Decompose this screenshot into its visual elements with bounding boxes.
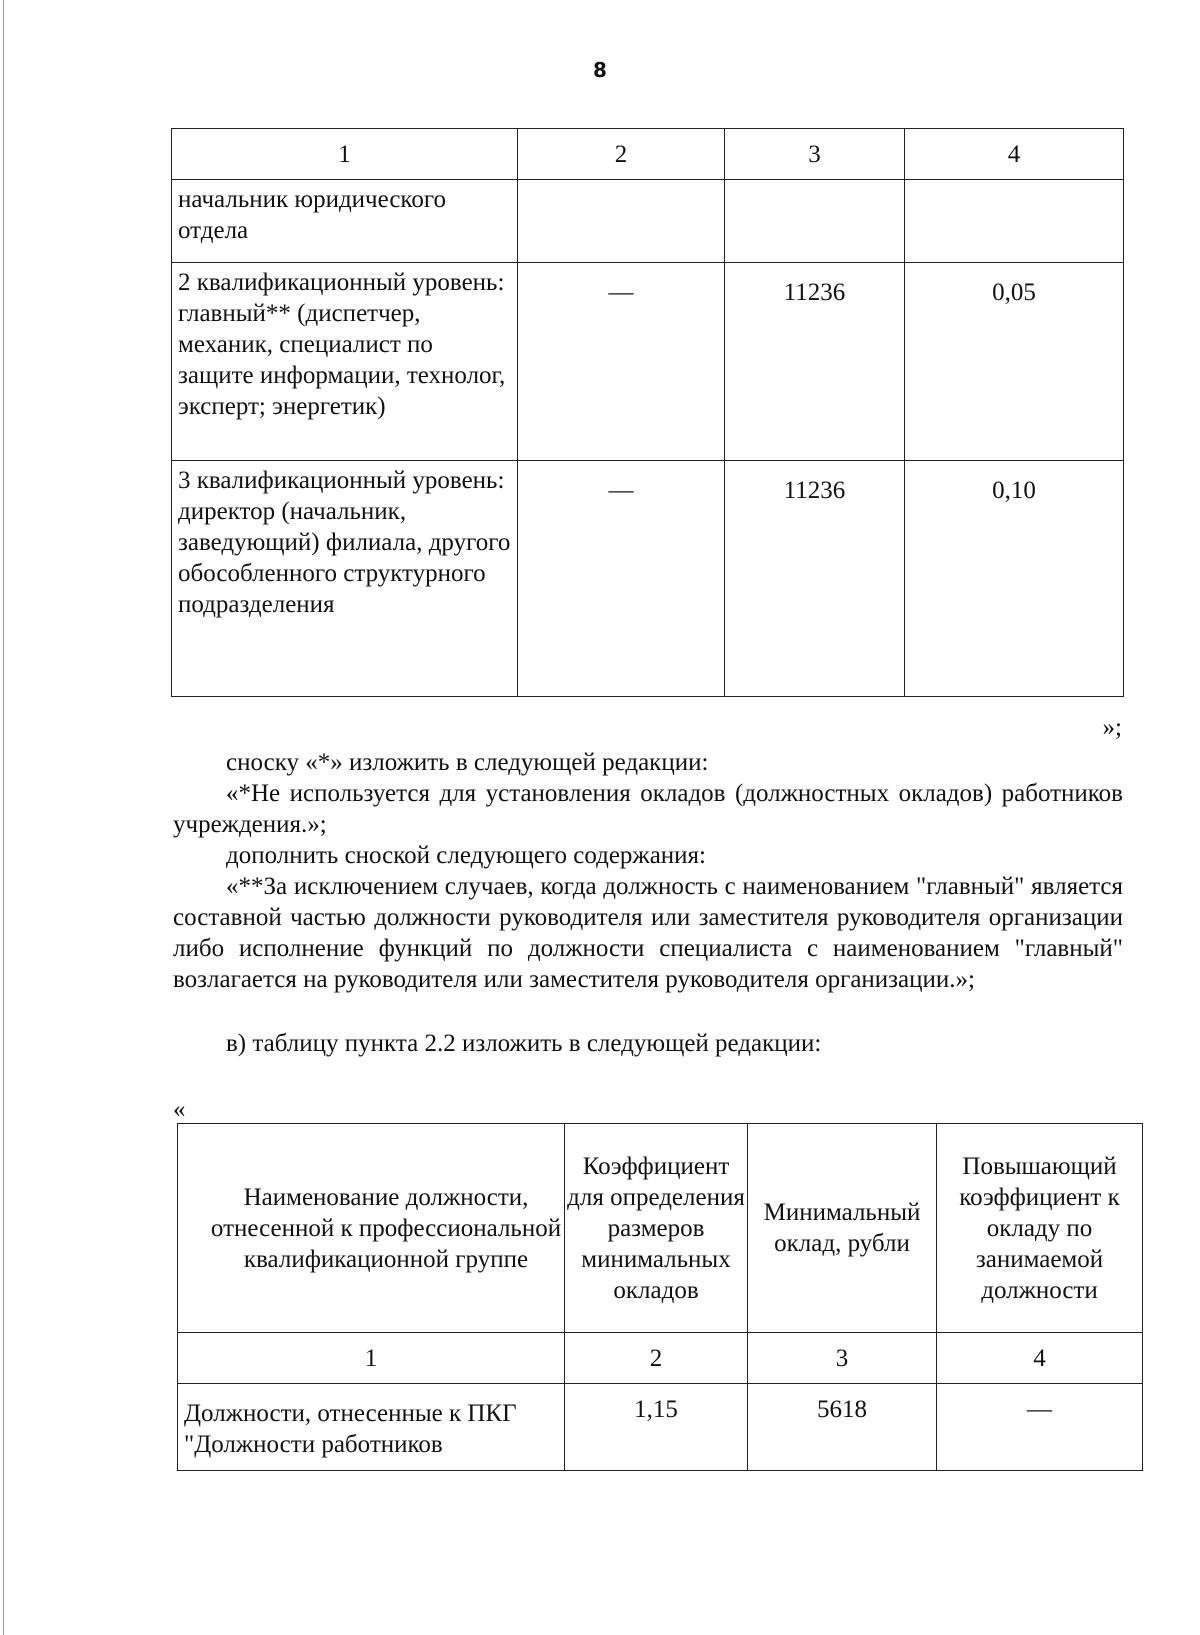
- table-number-row: [178, 1333, 1143, 1384]
- table-row: [178, 1384, 1143, 1471]
- table-header-row: [178, 1124, 1143, 1333]
- table-row: [172, 180, 1124, 263]
- salary-cell: [725, 180, 905, 263]
- table-header-row: [172, 129, 1124, 180]
- column-number: 2: [518, 129, 725, 180]
- coefficient-cell: —: [518, 263, 725, 461]
- raise-coefficient-cell: 0,10: [905, 461, 1124, 697]
- position-cell: начальник юридического отдела: [172, 180, 518, 263]
- coefficient-cell: —: [518, 461, 725, 697]
- column-number: 1: [178, 1333, 565, 1384]
- raise-coefficient-cell: —: [937, 1384, 1143, 1471]
- column-number: 4: [937, 1333, 1143, 1384]
- paragraph: «**За исключением случаев, когда должность с наименованием "главный" является составной частью должности руководителя или заместителя руководителя организации либо исполнение функций по должности специалиста с наименованием "главный" возлагается на руководителя или заместителя руководителя организации.»;: [173, 873, 1123, 993]
- column-number: 3: [748, 1333, 937, 1384]
- paragraph: дополнить сноской следующего содержания:: [226, 842, 707, 869]
- paragraph: сноску «*» изложить в следующей редакции:: [226, 749, 709, 776]
- salary-table-continued: [171, 128, 1124, 697]
- salary-cell: 11236: [725, 461, 905, 697]
- column-number: 4: [905, 129, 1124, 180]
- raise-coefficient-cell: 0,05: [905, 263, 1124, 461]
- column-number: 1: [172, 129, 518, 180]
- table-row: [172, 263, 1124, 461]
- column-header: Минимальный оклад, рубли: [748, 1124, 937, 1333]
- column-number: 3: [725, 129, 905, 180]
- page-number: 8: [593, 58, 607, 82]
- table-row: [172, 461, 1124, 697]
- paragraph: «*Не используется для установления окладов (должностных окладов) работников учреждения.»;: [173, 780, 1123, 838]
- column-number: 2: [565, 1333, 748, 1384]
- raise-coefficient-cell: [905, 180, 1124, 263]
- position-cell: 2 квалификационный уровень: главный** (диспетчер, механик, специалист по защите информации, технолог, эксперт; энергетик): [172, 263, 518, 461]
- scan-edge-line: [3, 0, 4, 1635]
- column-header: Коэффициент для определения размеров минимальных окладов: [565, 1124, 748, 1333]
- salary-table-2-2: [177, 1123, 1143, 1471]
- coefficient-cell: 1,15: [565, 1384, 748, 1471]
- salary-cell: 5618: [748, 1384, 937, 1471]
- position-cell: Должности, отнесенные к ПКГ "Должности работников: [178, 1384, 565, 1471]
- position-cell: 3 квалификационный уровень: директор (начальник, заведующий) филиала, другого обособленного структурного подразделения: [172, 461, 518, 697]
- salary-cell: 11236: [725, 263, 905, 461]
- column-header: Наименование должности, отнесенной к профессиональной квалификационной группе: [178, 1124, 565, 1333]
- opening-quote: «: [173, 1096, 186, 1123]
- closing-quote: »;: [1102, 714, 1122, 741]
- coefficient-cell: [518, 180, 725, 263]
- column-header: Повышающий коэффициент к окладу по занимаемой должности: [937, 1124, 1143, 1333]
- paragraph: в) таблицу пункта 2.2 изложить в следующей редакции:: [226, 1030, 822, 1057]
